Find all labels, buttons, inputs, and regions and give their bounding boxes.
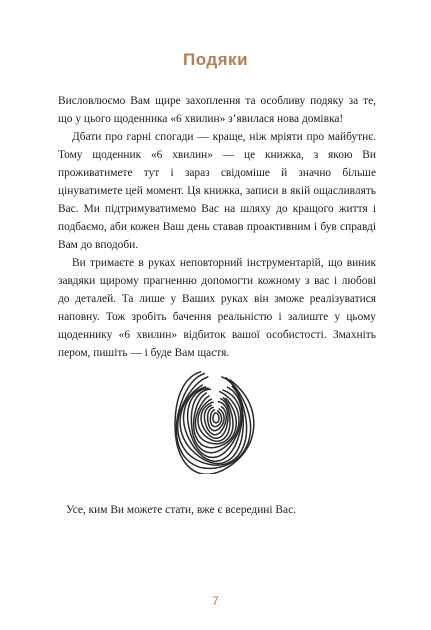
fingerprint-icon — [172, 368, 256, 474]
paragraph-3: Ви тримаєте в руках неповторний інструментарій, що виник завдяки щирому прагненню допомогти кожному з вас і любові до деталей. Та лише у Ваших руках він зможе реалізуватися наповну. Тож зробіть бачення реальністю і залиште у цьому щоденнику «6 хвилин» відбиток вашої особистості. Змахніть пером, пишіть — і буде Вам щастя. — [58, 257, 376, 359]
acknowledgements-text — [58, 92, 376, 362]
paragraph-1: Висловлюємо Вам щире захоплення та особливу подяку за те, що у цього щоденника «6 хвилин» з’явилася нова домівка! — [58, 95, 376, 125]
closing-quote: Усе, ким Ви можете стати, вже є всередині Вас. — [66, 504, 296, 516]
page-number: 7 — [212, 594, 219, 608]
fingerprint-ridge — [213, 413, 219, 423]
page-title: Подяки — [182, 50, 249, 69]
paragraph-2: Дбати про гарні спогади — краще, ніж мріяти про майбутнє. Тому щоденник «6 хвилин» — це книжка, з якою Ви проживатимете тут і зараз свідоміше й значно більше цінуватимете цей момент. Ця книжка, записи в якій ощасливлять Вас. Ми підтримуватимемо Вас на шляху до кращого життя і подбаємо, аби кожен Ваш день ставав проактивним і був справді Вам до вподоби. — [58, 131, 376, 251]
